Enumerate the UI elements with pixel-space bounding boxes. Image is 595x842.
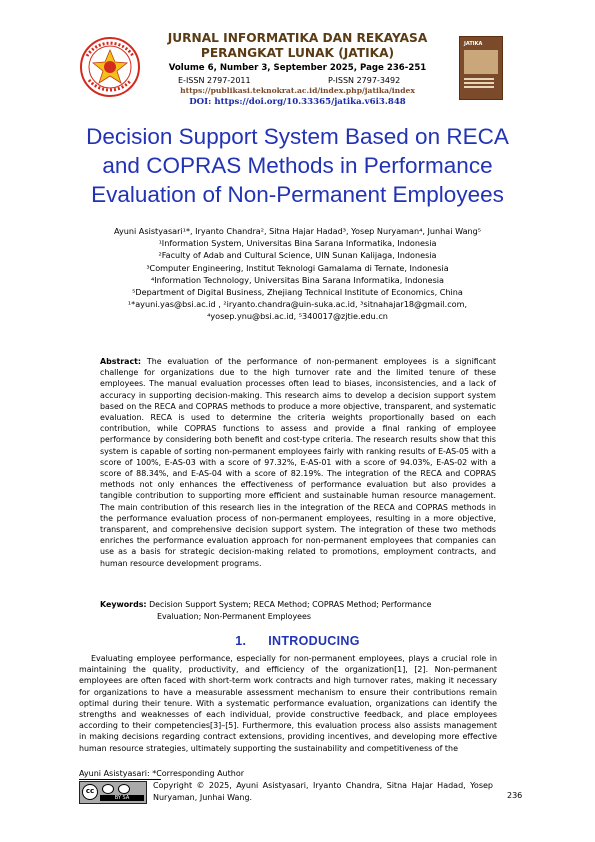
footer-rule (79, 779, 161, 780)
abstract (100, 356, 496, 569)
doi-link[interactable]: DOI: https://doi.org/10.33365/jatika.v6i3.848 (189, 97, 406, 107)
journal-title (150, 31, 445, 61)
pissn: P-ISSN 2797-3492 (328, 76, 401, 85)
keywords (100, 599, 496, 622)
author-names: Ayuni Asistyasari¹*, Iryanto Chandra², Sitna Hajar Hadad³, Yosep Nuryaman⁴, Junhai Wang⁵ (113, 226, 482, 236)
affiliation-line: ³Computer Engineering, Institut Teknologi Gamalama di Ternate, Indonesia (146, 262, 449, 273)
paper-title (60, 122, 535, 209)
cover-label: JATIKA (464, 41, 483, 47)
volume-info: Volume 6, Number 3, September 2025, Page 236-251 (168, 63, 427, 73)
eissn: E-ISSN 2797-2011 (178, 76, 251, 85)
share-alike-icon (118, 784, 130, 794)
journal-url-link[interactable]: https://publikasi.teknokrat.ac.id/index.php/jatika/index (180, 86, 415, 95)
person-icon (102, 784, 114, 794)
abstract-text: The evaluation of the performance of non-permanent employees is a significant challenge for organizations due to the high turnover rate and the limited tenure of these employees. The manual evaluation processes often lead to biases, inconsistencies, and a lack of accuracy in supporting decision-making. This research aims to develop a decision support system based on the RECA and COPRAS methods to produce a more objective, transparent, and systematic evaluation. RECA is used to determine the criteria weights proportionally based on each contribution, while COPRAS functions to assess and provide a final ranking of employee performance by considering both benefit and cost-type criteria. The research results show that this system is capable of sorting non-permanent employees fairly with ranking results of E-AS-05 with a score of 100%, E-AS-03 with a score of 97.32%, E-AS-01 with a score of 94.03%, E-AS-02 with a score of 88.34%, and E-AS-04 with a score of 82.19%. The integration of the RECA and COPRAS methods not only enhances the effectiveness of performance evaluation but also provides a tangible contribution to supporting more efficient and sustainable human resource management. The main contribution of this research lies in the integration of the RECA and COPRAS methods in the performance evaluation process of non-permanent employees, resulting in a more objective, transparent, and comprehensive decision support system. The integration of these two methods enriches the performance evaluation approach for non-permanent employees that companies can use as a basis for strategic decision-making related to promotions, employment contracts, and human resource development programs. (100, 357, 496, 568)
email-line: ¹*ayuni.yas@bsi.ac.id , ²iryanto.chandra@uin-suka.ac.id, ³sitnahajar18@gmail.com, (127, 299, 468, 310)
title-line: and COPRAS Methods in Performance (102, 153, 493, 178)
affiliation-line: ⁵Department of Digital Business, Zhejiang Technical Institute of Economics, China (132, 287, 463, 298)
keywords-line2: Evaluation; Non-Permanent Employees (157, 611, 311, 621)
cc-band-text: BY SA (100, 795, 144, 801)
title-line: Decision Support System Based on RECA (86, 124, 509, 149)
page-number: 236 (507, 791, 523, 800)
section-title: INTRODUCING (268, 634, 360, 648)
abstract-label: Abstract: (100, 357, 142, 366)
copyright-notice: Copyright © 2025, Ayuni Asistyasari, Iryanto Chandra, Sitna Hajar Hadad, Yosep Nuryaman, Junhai Wang. (153, 781, 493, 802)
keywords-line1: Decision Support System; RECA Method; COPRAS Method; Performance (149, 600, 432, 609)
affiliation-line: ¹Information System, Universitas Bina Sarana Informatika, Indonesia (158, 238, 437, 249)
journal-title-line1: JURNAL INFORMATIKA DAN REKAYASA (167, 31, 428, 45)
section-number: 1. (235, 634, 247, 648)
affiliation-line: ⁴Information Technology, Universitas Bina Sarana Informatika, Indonesia (150, 274, 444, 285)
journal-logo (79, 36, 141, 98)
journal-cover-image (459, 36, 503, 100)
cover-text-lines (464, 78, 494, 80)
cc-license-badge[interactable] (79, 781, 147, 804)
cc-icon: cc (82, 784, 98, 800)
body-paragraph: Evaluating employee performance, especially for non-permanent employees, plays a crucial role in maintaining the quality, productivity, and efficiency of the organization[1], [2]. Non-permanent employees are often faced with short-term work contracts and high turnover rates, making it necessary for organizations to have a measurable assessment mechanism to ensure their contributions remain optimal during their tenure. With a systematic performance evaluation, organizations can identify the strengths and weaknesses of each individual, provide constructive feedback, and place employees according to their competencies[3]–[5]. Furthermore, this evaluation process also assists management in making decisions regarding contract extensions, providing incentives, and developing more effective human resource strategies, ultimately supporting the sustainability and competitiveness of the (79, 654, 497, 753)
affiliation-line: ²Faculty of Adab and Cultural Science, UIN Sunan Kalijaga, Indonesia (158, 250, 437, 261)
section-heading (60, 634, 535, 648)
cover-illustration (464, 50, 498, 74)
keywords-label: Keywords: (100, 600, 147, 609)
journal-title-line2: PERANGKAT LUNAK (JATIKA) (200, 46, 395, 60)
author-block (60, 225, 535, 323)
corresponding-author-note: Ayuni Asistyasari: *Corresponding Author (79, 769, 244, 778)
email-line: ⁴yosep.ynu@bsi.ac.id, ⁵340017@zjtie.edu.cn (207, 311, 388, 322)
title-line: Evaluation of Non-Permanent Employees (91, 182, 504, 207)
